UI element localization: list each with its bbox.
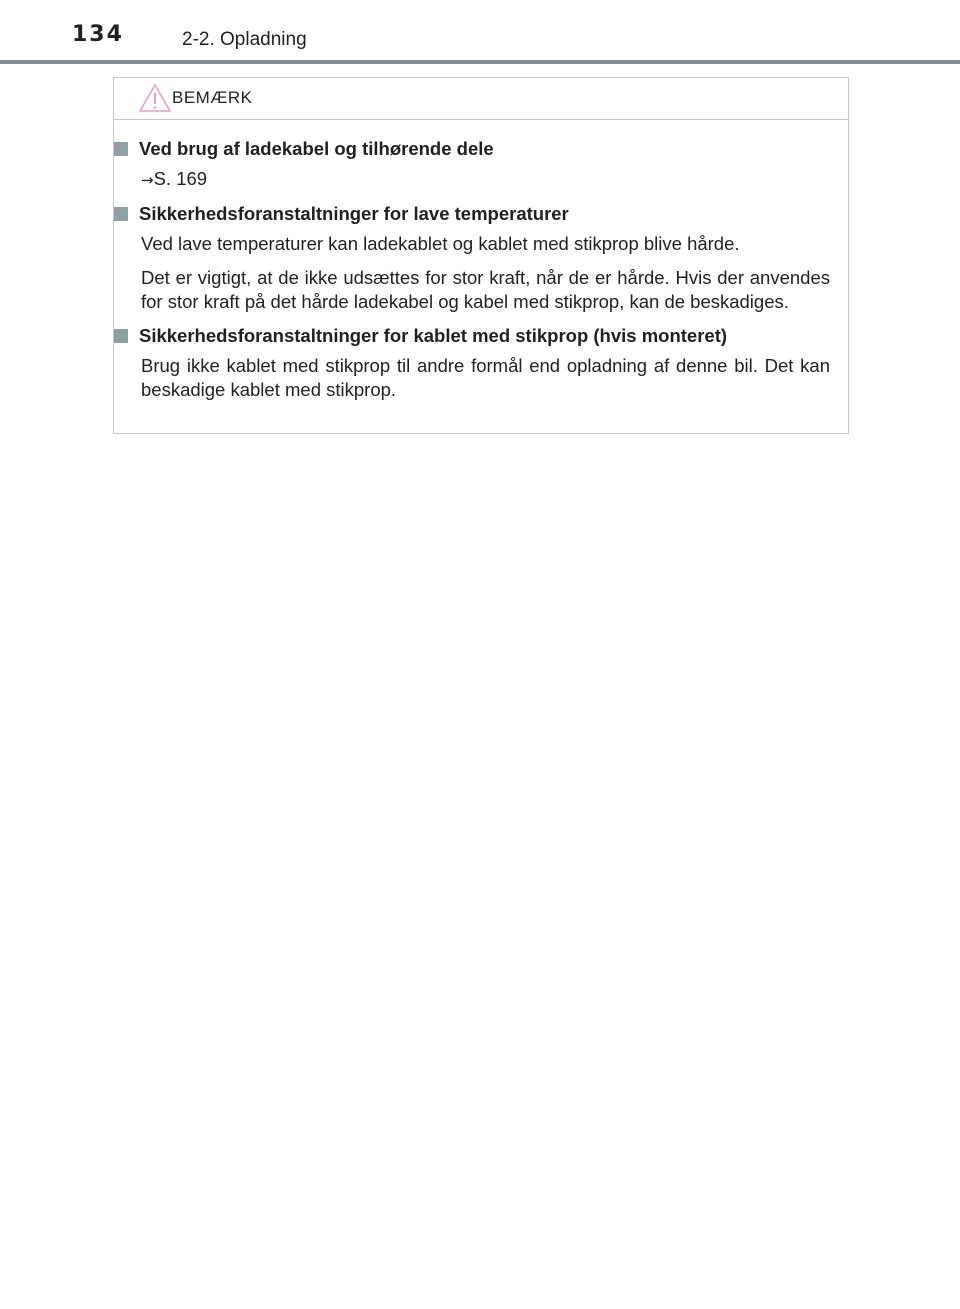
- item-heading: [114, 324, 830, 348]
- item-heading-text: Ved brug af ladekabel og tilhørende dele: [139, 138, 494, 159]
- warning-triangle-icon: [138, 83, 172, 113]
- item-paragraph: Det er vigtigt, at de ikke udsættes for stor kraft, når de er hårde. Hvis der anvendes for stor kraft på det hårde ladekabel og kabel med stikprop, kan de beskadiges.: [141, 267, 830, 312]
- square-bullet-icon: [114, 207, 128, 221]
- item-paragraph: Brug ikke kablet med stikprop til andre formål end opladning af denne bil. Det kan beskadige kablet med stikprop.: [141, 355, 830, 400]
- arrow-right-icon: →: [141, 171, 154, 189]
- square-bullet-icon: [114, 329, 128, 343]
- notice-item-low-temperature: [114, 202, 830, 314]
- notice-item-plug-cable: [114, 324, 830, 402]
- page-number: 134: [72, 22, 124, 47]
- notice-title: BEMÆRK: [172, 88, 253, 107]
- item-heading-text: Sikkerhedsforanstaltninger for kablet med stikprop (hvis monteret): [139, 325, 728, 346]
- page-reference: [114, 167, 830, 192]
- item-heading-text: Sikkerhedsforanstaltninger for lave temperaturer: [139, 203, 569, 224]
- square-bullet-icon: [114, 142, 128, 156]
- notice-header: [114, 78, 848, 120]
- item-heading: [114, 202, 830, 226]
- notice-item-cable-use: [114, 137, 830, 192]
- item-paragraph: Ved lave temperaturer kan ladekablet og kablet med stikprop blive hårde.: [141, 233, 740, 254]
- page-reference-link[interactable]: S. 169: [153, 168, 208, 189]
- notice-body: [114, 120, 848, 402]
- notice-box: [113, 77, 849, 434]
- header-divider: [0, 60, 960, 64]
- item-heading: [114, 137, 830, 161]
- section-title: 2-2. Opladning: [182, 29, 307, 50]
